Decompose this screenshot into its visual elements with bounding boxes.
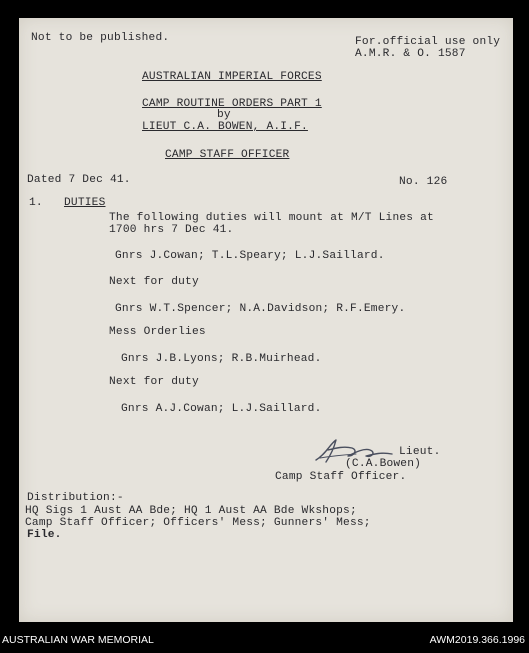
distribution-label: Distribution:-	[27, 492, 124, 504]
duty-list-3: Gnrs J.B.Lyons; R.B.Muirhead.	[121, 353, 322, 365]
intro-line-1: The following duties will mount at M/T Lines at	[109, 212, 434, 224]
heading-officer-name: LIEUT C.A. BOWEN, A.I.F.	[142, 121, 308, 133]
heading-forces: AUSTRALIAN IMPERIAL FORCES	[142, 71, 322, 83]
footer-accession-number: AWM2019.366.1996	[429, 634, 525, 646]
item-title: DUTIES	[64, 197, 106, 209]
heading-orders: CAMP ROUTINE ORDERS PART 1	[142, 98, 322, 110]
signature-title: Camp Staff Officer.	[275, 471, 407, 483]
heading-staff-officer: CAMP STAFF OFFICER	[165, 149, 290, 161]
document-page	[19, 18, 513, 622]
distribution-line-3: File.	[27, 529, 62, 541]
distribution-line-2: Camp Staff Officer; Officers' Mess; Gunners' Mess;	[25, 517, 371, 529]
duty-list-4: Gnrs A.J.Cowan; L.J.Saillard.	[121, 403, 322, 415]
signature-rank: Lieut.	[399, 446, 441, 458]
next-for-duty-2: Next for duty	[109, 376, 199, 388]
date-line: Dated 7 Dec 41.	[27, 174, 131, 186]
reference-number: A.M.R. & O. 1587	[355, 48, 466, 60]
not-published-note: Not to be published.	[31, 32, 170, 44]
order-number: No. 126	[399, 176, 448, 188]
intro-line-2: 1700 hrs 7 Dec 41.	[109, 224, 234, 236]
mess-orderlies-label: Mess Orderlies	[109, 326, 206, 338]
duty-list-2: Gnrs W.T.Spencer; N.A.Davidson; R.F.Emery.	[115, 303, 406, 315]
footer-institution: AUSTRALIAN WAR MEMORIAL	[2, 634, 154, 646]
handwritten-signature	[312, 436, 396, 466]
signature-name: (C.A.Bowen)	[345, 458, 422, 470]
item-number: 1.	[29, 197, 43, 209]
duty-list-1: Gnrs J.Cowan; T.L.Speary; L.J.Saillard.	[115, 250, 385, 262]
official-use-note: For.official use only	[355, 36, 501, 48]
next-for-duty-1: Next for duty	[109, 276, 199, 288]
heading-by: by	[217, 109, 231, 121]
distribution-line-1: HQ Sigs 1 Aust AA Bde; HQ 1 Aust AA Bde Wkshops;	[25, 505, 357, 517]
